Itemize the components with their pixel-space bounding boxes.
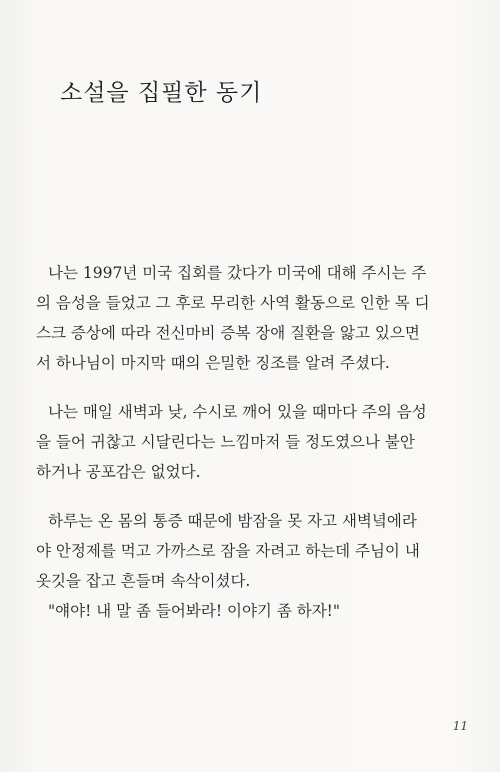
text-line: 나는 1997년 미국 집회를 갔다가 미국에 대해 주시는 주: [48, 264, 427, 282]
paragraph-3: [36, 506, 468, 626]
text-line: 나는 매일 새벽과 낮, 수시로 깨어 있을 때마다 주의 음성: [48, 403, 427, 421]
paragraph-spacer: [36, 487, 468, 506]
paragraph-2: [36, 397, 468, 487]
chapter-title: 소설을 집필한 동기: [60, 80, 263, 106]
body-text: [36, 258, 468, 626]
text-line: 을 들어 귀찮고 시달린다는 느낌마저 들 정도였으나 불안: [36, 433, 415, 451]
dialogue-line: "얘야! 내 말 좀 들어봐라! 이야기 좀 하자!": [48, 602, 341, 620]
text-line: 의 음성을 들었고 그 후로 무리한 사역 활동으로 인한 목 디: [36, 294, 430, 312]
page-number: 11: [452, 719, 468, 733]
text-line: 서 하나님이 마지막 때의 은밀한 징조를 알려 주셨다.: [36, 354, 390, 372]
text-line: 옷깃을 잡고 흔들며 속삭이셨다.: [36, 572, 251, 590]
text-line: 야 안정제를 먹고 가까스로 잠을 자려고 하는데 주님이 내: [36, 542, 420, 560]
text-line: 스크 증상에 따라 전신마비 증복 장애 질환을 앓고 있으면: [36, 324, 420, 342]
paragraph-spacer: [36, 378, 468, 397]
text-line: 하루는 온 몸의 통증 때문에 밤잠을 못 자고 새벽녘에라: [48, 512, 417, 530]
text-line: 하거나 공포감은 없었다.: [36, 463, 201, 481]
paragraph-1: [36, 258, 468, 378]
